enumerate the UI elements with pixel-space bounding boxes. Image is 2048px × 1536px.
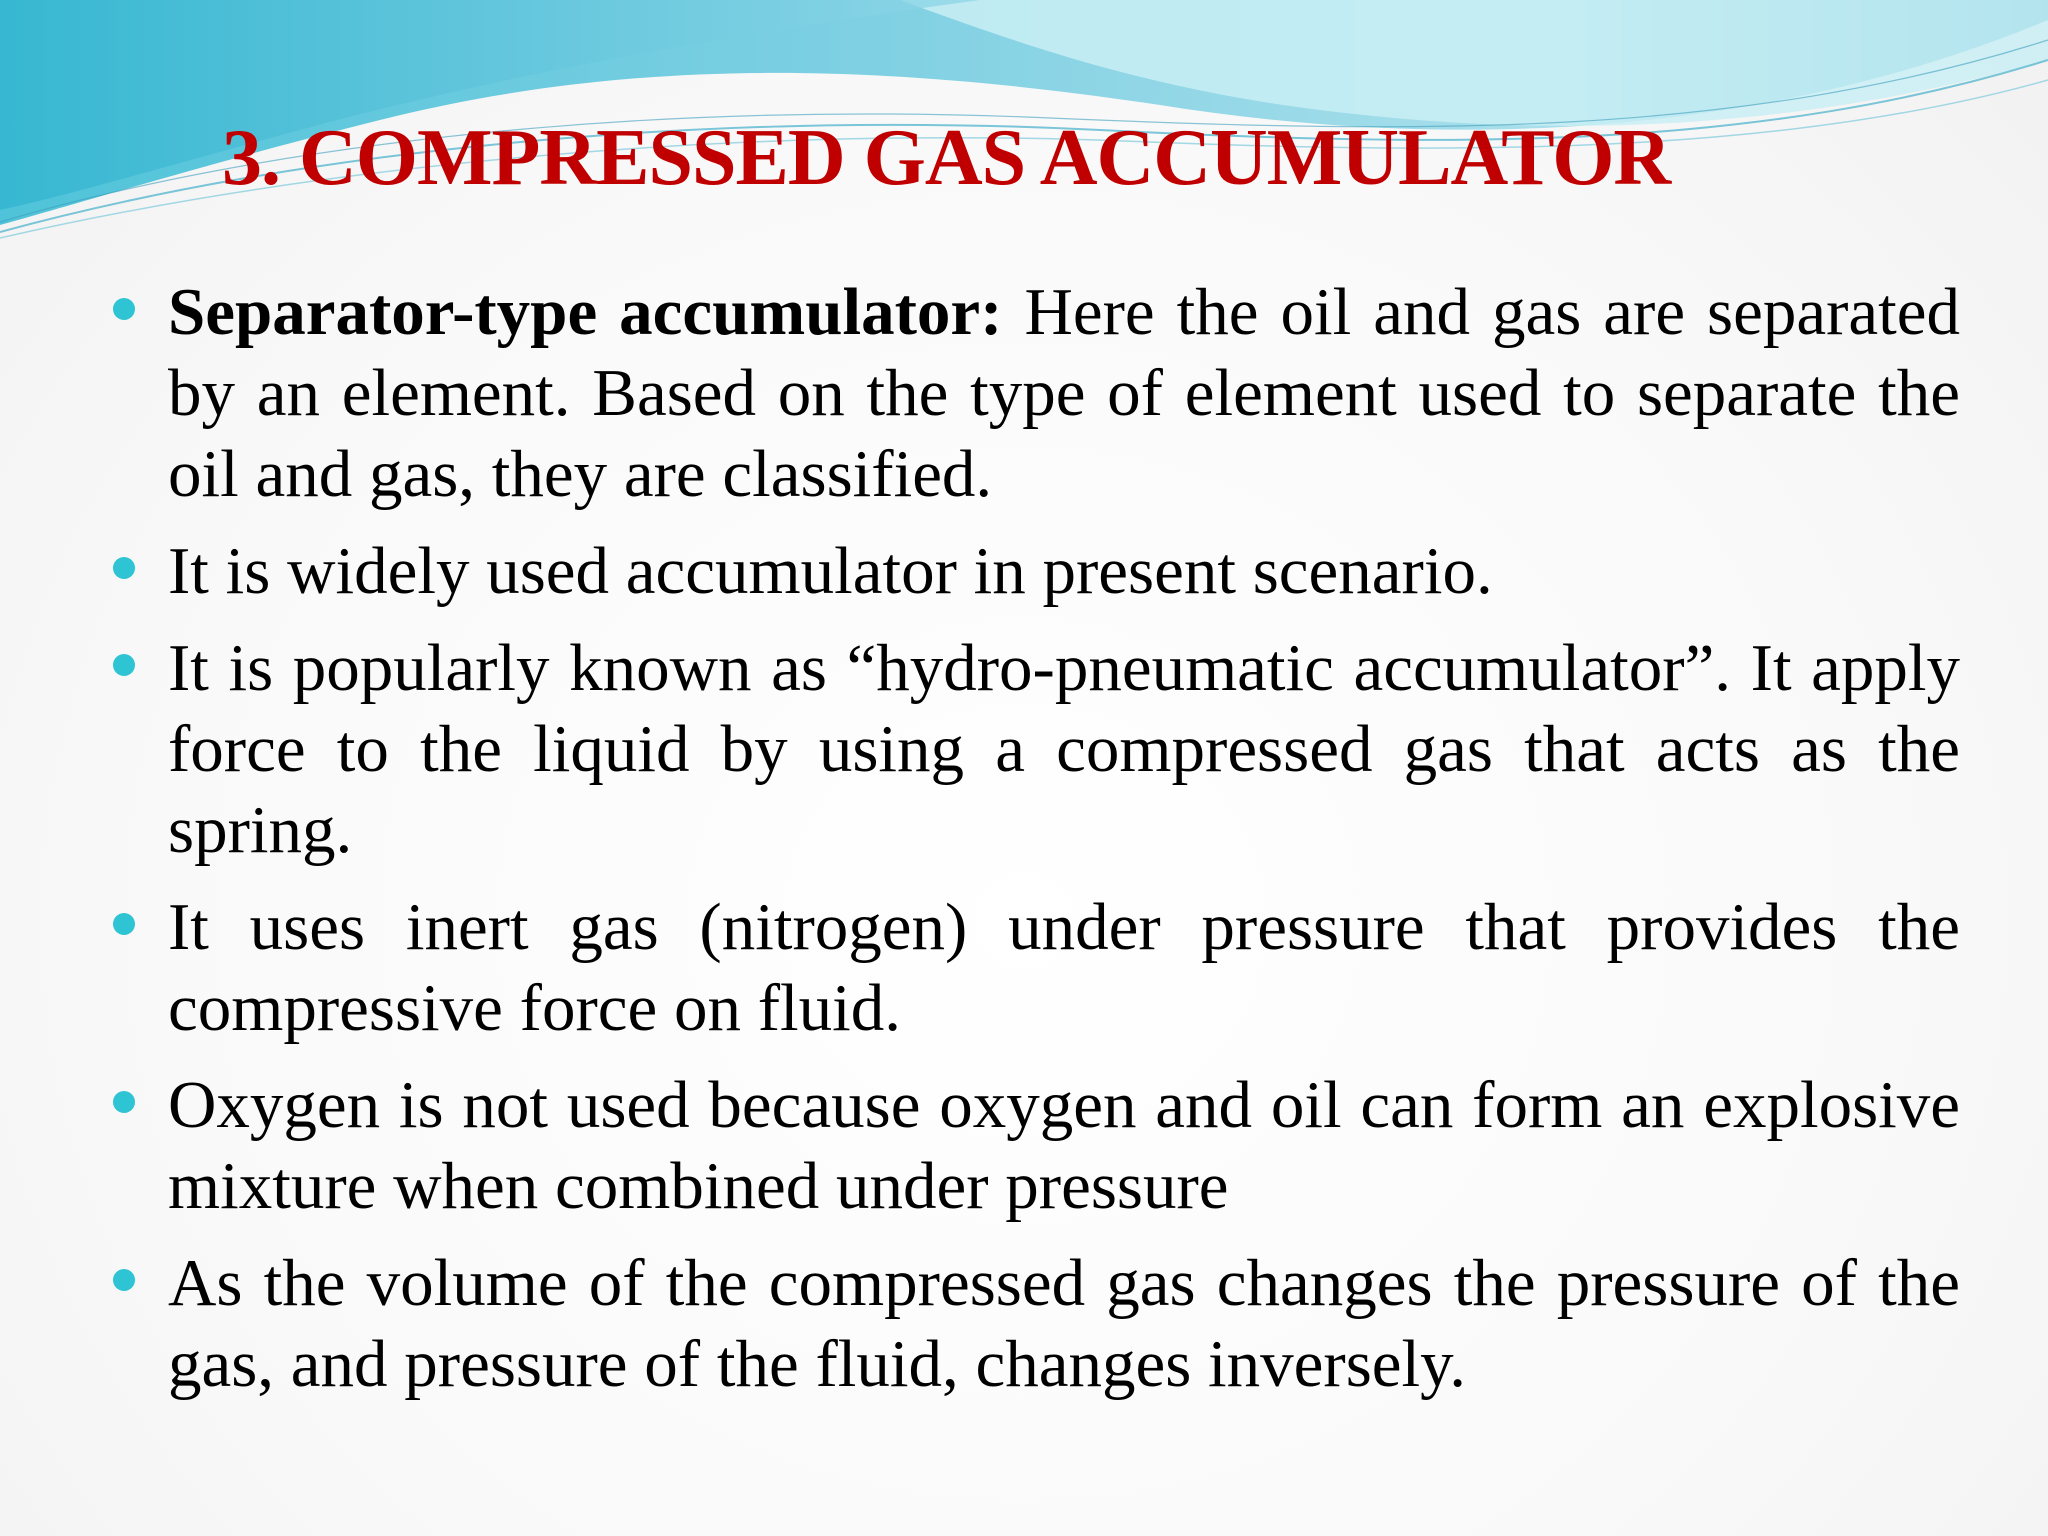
- bullet-item: [168, 887, 1960, 1049]
- bullet-dot-icon: [113, 913, 135, 935]
- bullet-item: [168, 1243, 1960, 1405]
- bullet-dot-icon: [113, 298, 135, 320]
- bullet-body: It is widely used accumulator in present scenario.: [168, 534, 1493, 608]
- bullet-item: [168, 531, 1960, 612]
- bullet-dot-icon: [113, 1091, 135, 1113]
- bullet-dot-icon: [113, 1269, 135, 1291]
- bullet-item: [168, 628, 1960, 871]
- bullet-body: It is popularly known as “hydro-pneumatic accumulator”. It apply force to the liquid by using a compressed gas that acts as the spring.: [168, 631, 1960, 867]
- bullet-body: Oxygen is not used because oxygen and oil can form an explosive mixture when combined under pressure: [168, 1068, 1960, 1223]
- bullet-item: [168, 1065, 1960, 1227]
- bullet-text: [168, 1243, 1960, 1405]
- bullet-text: [168, 887, 1960, 1049]
- bullet-text: [168, 272, 1960, 515]
- bullet-body: Here the oil and gas are separated by an element. Based on the type of element used to separate the oil and gas, they are classified.: [168, 275, 1960, 511]
- slide-title: 3. COMPRESSED GAS ACCUMULATOR: [222, 114, 1671, 202]
- bullet-list: [168, 272, 1960, 1421]
- bullet-dot-icon: [113, 654, 135, 676]
- bullet-item: [168, 272, 1960, 515]
- bullet-text: [168, 531, 1960, 612]
- bullet-body: It uses inert gas (nitrogen) under pressure that provides the compressive force on fluid.: [168, 890, 1960, 1045]
- bullet-text: [168, 628, 1960, 871]
- bullet-text: [168, 1065, 1960, 1227]
- bullet-dot-icon: [113, 557, 135, 579]
- bullet-lead: Separator-type accumulator:: [168, 275, 1003, 349]
- bullet-body: As the volume of the compressed gas changes the pressure of the gas, and pressure of the fluid, changes inversely.: [168, 1246, 1960, 1401]
